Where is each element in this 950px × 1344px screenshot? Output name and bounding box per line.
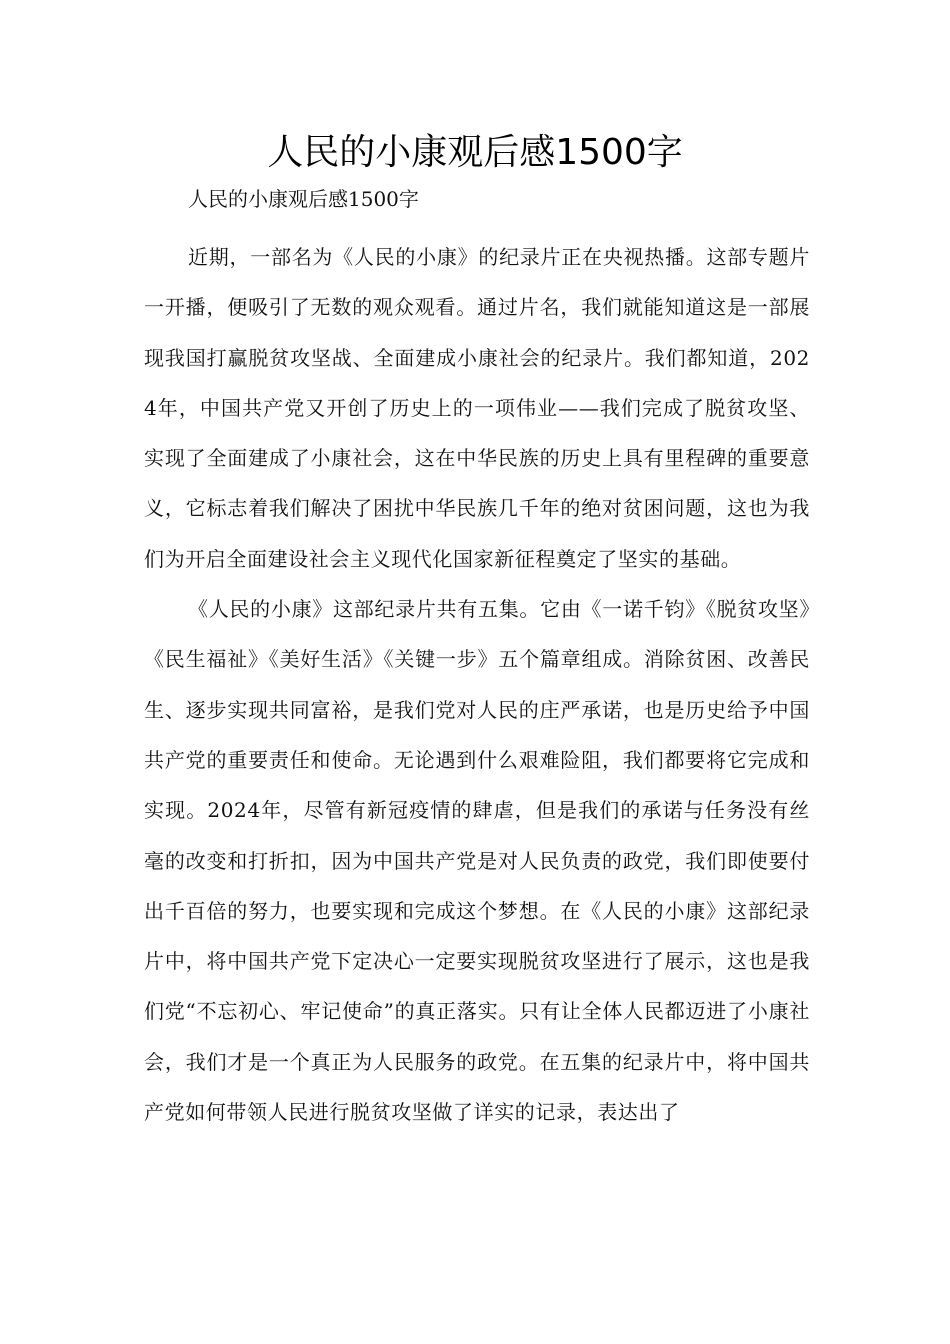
document-title: 人民的小康观后感1500字 — [267, 132, 683, 173]
document-body — [144, 232, 810, 1137]
paragraph-2: 《人民的小康》这部纪录片共有五集。它由《一诺千钧》《脱贫攻坚》《民生福祉》《美好生活》《关键一步》五个篇章组成。消除贫困、改善民生、逐步实现共同富裕，是我们党对人民的庄严承诺，也是历史给予中国共产党的重要责任和使命。无论遇到什么艰难险阻，我们都要将它完成和实现。2024年，尽管有新冠疫情的肆虐，但是我们的承诺与任务没有丝毫的改变和打折扣，因为中国共产党是对人民负责的政党，我们即使要付出千百倍的努力，也要实现和完成这个梦想。在《人民的小康》这部纪录片中，将中国共产党下定决心一定要实现脱贫攻坚进行了展示，这也是我们党“不忘初心、牢记使命”的真正落实。只有让全体人民都迈进了小康社会，我们才是一个真正为人民服务的政党。在五集的纪录片中，将中国共产党如何带领人民进行脱贫攻坚做了详实的记录，表达出了 — [144, 597, 810, 1125]
paragraph-1: 近期，一部名为《人民的小康》的纪录片正在央视热播。这部专题片一开播，便吸引了无数的观众观看。通过片名，我们就能知道这是一部展现我国打赢脱贫攻坚战、全面建成小康社会的纪录片。我们都知道，2024年，中国共产党又开创了历史上的一项伟业——我们完成了脱贫攻坚、实现了全面建成了小康社会，这在中华民族的历史上具有里程碑的重要意义，它标志着我们解决了困扰中华民族几千年的绝对贫困问题，这也为我们为开启全面建设社会主义现代化国家新征程奠定了坚实的基础。 — [144, 245, 810, 571]
document-subtitle: 人民的小康观后感1500字 — [188, 187, 419, 211]
